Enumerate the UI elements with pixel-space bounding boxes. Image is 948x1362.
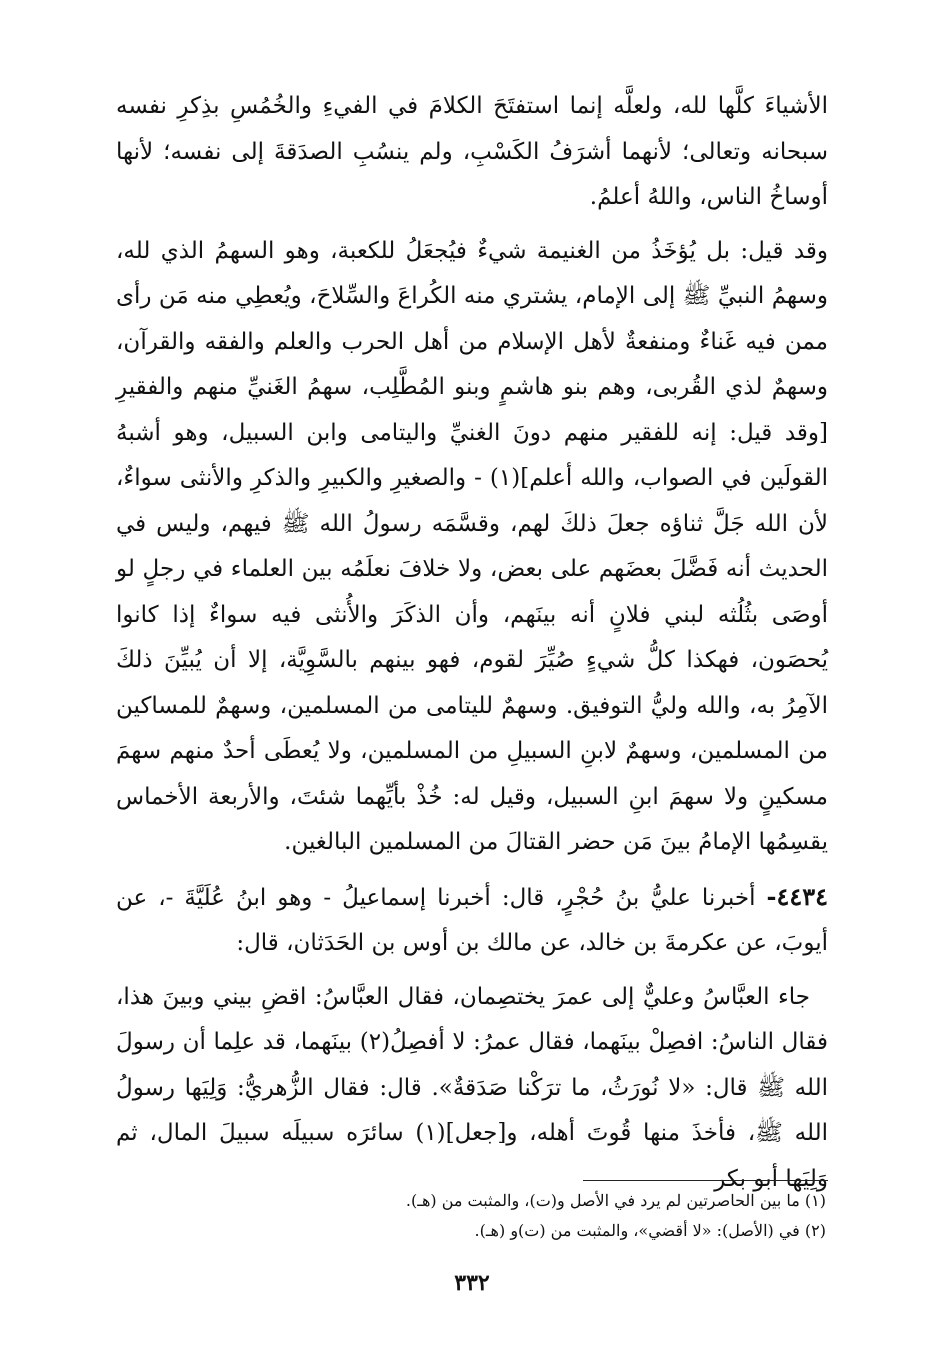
hadith-isnad: أخبرنا عليُّ بنُ حُجْرٍ، قال: أخبرنا إسماعيلُ - وهو ابنُ عُلَيَّةَ -، عن أيوبَ، عن عكرمةَ بن خالد، عن مالك بن أوس بن الحَدَثان، قال: bbox=[116, 884, 828, 956]
footnote-1: (١) ما بين الحاصرتين لم يرد في الأصل و(ت)، والمثبت من (هـ). bbox=[405, 1191, 826, 1210]
footnote-separator bbox=[583, 1180, 828, 1181]
footnotes bbox=[116, 1186, 828, 1246]
footnote-2: (٢) في (الأصل): «لا أقضي»، والمثبت من (ت)و (هـ). bbox=[474, 1221, 826, 1240]
hadith-number: ٤٤٣٤- bbox=[766, 881, 828, 911]
hadith-paragraph bbox=[116, 874, 828, 967]
body-paragraph-1: الأشياءَ كلَّها لله، ولعلَّه إنما استفتَحَ الكلامَ في الفيءِ والخُمُسِ بذِكرِ نفسه سبحانه وتعالى؛ لأنهما أشرَفُ الكَسْبِ، ولم ينسُبِ الصدَقةَ إلى نفسه؛ لأنها أوساخُ الناس، واللهُ أعلمُ. bbox=[116, 93, 828, 210]
page-number: ٣٣٢ bbox=[454, 1270, 490, 1296]
body-paragraph-4: جاء العبَّاسُ وعليٌّ إلى عمرَ يختصِمان، فقال العبَّاسُ: اقضِ بيني وبينَ هذا، فقال الناسُ: افصِلْ بينَهما، فقال عمرُ: لا أفصِلُ(٢) بينَهما، قد علِما أن رسولَ الله ﷺ قال: «لا نُورَثُ، ما ترَكْنا صَدَقةٌ». قال: فقال الزُّهريُّ: وَلِيَها رسولُ الله ﷺ، فأخذَ منها قُوتَ أهله، و[جعل](١) سائرَه سبيلَه سبيلَ المال، ثم وَلِيَها أبو بكر bbox=[116, 983, 828, 1192]
document-page bbox=[116, 84, 828, 1324]
body-paragraph-2: وقد قيل: بل يُؤخَذُ من الغنيمة شيءٌ فيُجعَلُ للكعبة، وهو السهمُ الذي لله، وسهمُ النبيِّ ﷺ إلى الإمام، يشتري منه الكُراعَ والسِّلاحَ، ويُعطِي منه مَن رأى ممن فيه غَناءٌ ومنفعةٌ لأهل الإسلام من أهل الحرب والعلم والفقه والقرآن، وسهمٌ لذي القُربى، وهم بنو هاشمٍ وبنو المُطَّلِب، سهمُ الغَنيِّ منهم والفقيرِ [وقد قيل: إنه للفقير منهم دونَ الغنيِّ واليتامى وابن السبيل، وهو أشبهُ القولَين في الصواب، والله أعلم](١) - والصغيرِ والكبيرِ والذكرِ والأنثى سواءٌ، لأن الله جَلَّ ثناؤه جعلَ ذلكَ لهم، وقسَّمَه رسولُ الله ﷺ فيهم، وليس في الحديث أنه فَضَّلَ بعضَهم على بعض، ولا خلافَ نعلَمُه بين العلماء في رجلٍ لو أوصَى بثُلُثه لبني فلانٍ أنه بينَهم، وأن الذكَرَ والأُنثى فيه سواءٌ إذا كانوا يُحصَون، فهكذا كلُّ شيءٍ صُيِّرَ لقوم، فهو بينهم بالسَّوِيَّة، إلا أن يُبيِّنَ ذلكَ الآمِرُ به، والله وليُّ التوفيق. وسهمٌ لليتامى من المسلمين، وسهمٌ للمساكين من المسلمين، وسهمٌ لابنِ السبيلِ من المسلمين، ولا يُعطَى أحدٌ منهم سهمَ مسكينٍ ولا سهمَ ابنِ السبيل، وقيل له: خُذْ بأيِّهما شئتَ، والأربعة الأخماس يقسِمُها الإمامُ بينَ مَن حضر القتالَ من المسلمين البالغين. bbox=[116, 237, 828, 855]
